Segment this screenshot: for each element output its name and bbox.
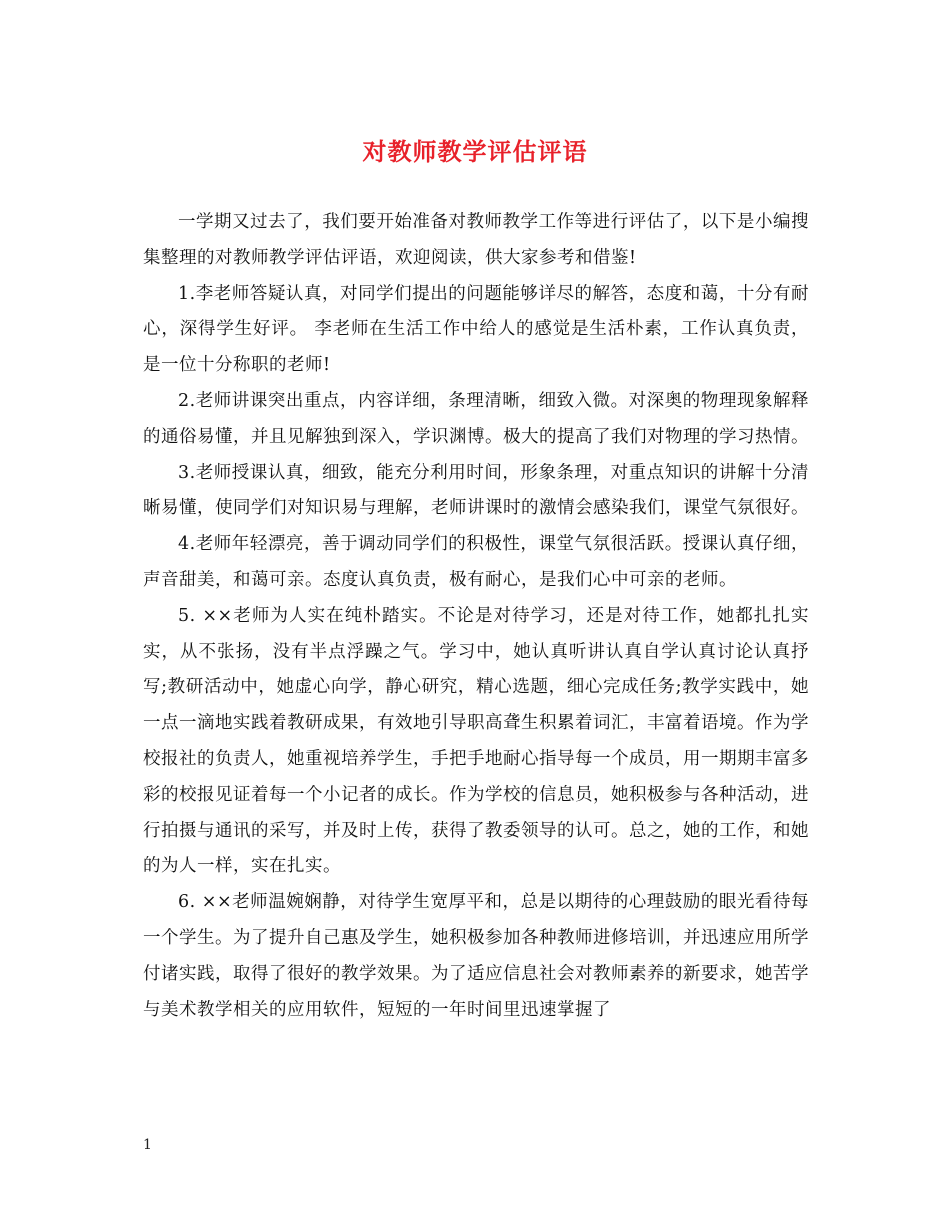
paragraph-item-2: 2.老师讲课突出重点，内容详细，条理清晰，细致入微。对深奥的物理现象解释的通俗易懂，并且见解独到深入，学识渊博。极大的提高了我们对物理的学习热情。 [143, 390, 809, 447]
page-number: 1 [143, 1137, 152, 1153]
document-title: 对教师教学评估评语 [362, 137, 588, 166]
document-body [143, 205, 809, 1028]
paragraph-item-6: 6. ××老师温婉娴静，对待学生宽厚平和，总是以期待的心理鼓励的眼光看待每一个学生。为了提升自己惠及学生，她积极参加各种教师进修培训，并迅速应用所学付诸实践，取得了很好的教学效果。为了适应信息社会对教师素养的新要求，她苦学与美术教学相关的应用软件，短短的一年时间里迅速掌握了 [143, 892, 809, 1020]
paragraph-item-1: 1.李老师答疑认真，对同学们提出的问题能够详尽的解答，态度和蔼，十分有耐心，深得学生好评。 李老师在生活工作中给人的感觉是生活朴素，工作认真负责，是一位十分称职的老师! [143, 283, 809, 376]
paragraph-item-4: 4.老师年轻漂亮，善于调动同学们的积极性，课堂气氛很活跃。授课认真仔细，声音甜美，和蔼可亲。态度认真负责，极有耐心，是我们心中可亲的老师。 [143, 534, 809, 590]
paragraph-item-3: 3.老师授课认真，细致，能充分利用时间，形象条理，对重点知识的讲解十分清晰易懂，使同学们对知识易与理解，老师讲课时的激情会感染我们，课堂气氛很好。 [143, 462, 809, 519]
paragraph-item-5: 5. ××老师为人实在纯朴踏实。不论是对待学习，还是对待工作，她都扎扎实实，从不张扬，没有半点浮躁之气。学习中，她认真听讲认真自学认真讨论认真抒写;教研活动中，她虚心向学，静心研究，精心选题，细心完成任务;教学实践中，她一点一滴地实践着教研成果，有效地引导职高聋生积累着词汇，丰富着语境。作为学校报社的负责人，她重视培养学生，手把手地耐心指导每一个成员，用一期期丰富多彩的校报见证着每一个小记者的成长。作为学校的信息员，她积极参与各种活动，进行拍摄与通讯的采写，并及时上传，获得了教委领导的认可。总之，她的工作，和她的为人一样，实在扎实。 [143, 605, 809, 877]
paragraph-intro: 一学期又过去了，我们要开始准备对教师教学工作等进行评估了，以下是小编搜集整理的对教师教学评估评语，欢迎阅读，供大家参考和借鉴! [143, 212, 809, 268]
